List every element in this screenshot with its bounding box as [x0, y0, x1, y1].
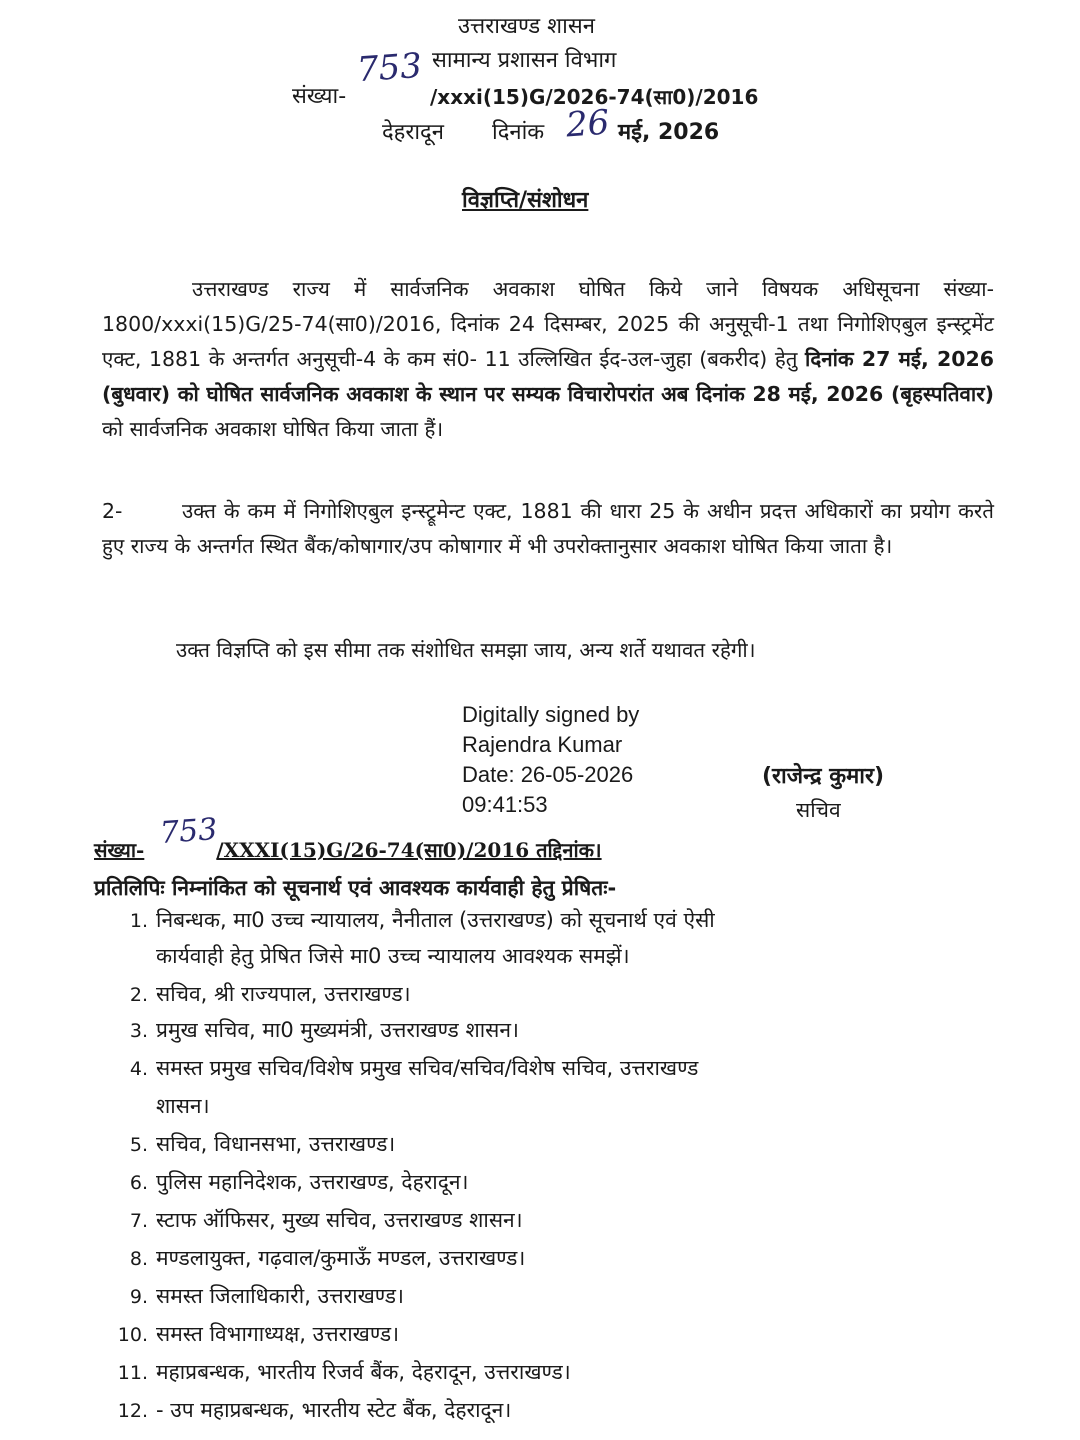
- list-item: [96, 1396, 976, 1424]
- list-item-continuation: कार्यवाही हेतु प्रेषित जिसे मा0 उच्च न्यायालय आवश्यक समझें।: [156, 944, 630, 968]
- list-item: [96, 1016, 976, 1044]
- list-item: [96, 1282, 976, 1310]
- list-item: [96, 1168, 976, 1196]
- list-item-text: समस्त जिलाधिकारी, उत्तराखण्ड।: [156, 1284, 404, 1308]
- paragraph-1-end-text: को सार्वजनिक अवकाश घोषित किया जाता हैं।: [102, 417, 444, 441]
- digital-signature-block: [462, 700, 639, 820]
- list-item-number: 1.: [129, 910, 148, 932]
- reference-number: [292, 80, 346, 110]
- list-item-number: 2.: [129, 984, 148, 1006]
- list-item-number: 10.: [117, 1324, 148, 1346]
- list-item-text: सचिव, श्री राज्यपाल, उत्तराखण्ड।: [156, 982, 411, 1006]
- paragraph-2-text: उक्त के कम में निगोशिएबुल इन्स्ट्रूमेन्ट एक्ट, 1881 की धारा 25 के अधीन प्रदत्त अधिकारों का प्रयोग करते हुए राज्य के अन्तर्गत स्थित बैंक/कोषागार/उप कोषागार में भी उपरोक्तानुसार अवकाश घोषित किया जाता है।: [102, 499, 994, 558]
- list-item-text: - उप महाप्रबन्धक, भारतीय स्टेट बैंक, देहरादून।: [156, 1398, 512, 1422]
- paragraph-2: [102, 494, 994, 564]
- handwritten-copy-number: 753: [158, 812, 219, 851]
- paragraph-2-number: 2-: [102, 499, 123, 523]
- handwritten-date: 26: [564, 102, 611, 146]
- paragraph-1-bold-text: दिनांक 27 मई, 2026 (बुधवार) को घोषित सार्वजनिक अवकाश के स्थान पर सम्यक विचारोपरांत अब दिनांक 28 मई, 2026 (बृहस्पतिवार): [102, 347, 994, 406]
- list-item-text: महाप्रबन्धक, भारतीय रिजर्व बैंक, देहरादून, उत्तराखण्ड।: [156, 1360, 571, 1384]
- list-item-number: 4.: [129, 1058, 148, 1080]
- list-item: [96, 906, 976, 934]
- list-item: [96, 1130, 976, 1158]
- list-item-text: समस्त विभागाध्यक्ष, उत्तराखण्ड।: [156, 1322, 400, 1346]
- department-subheading: सामान्य प्रशासन विभाग: [432, 48, 617, 73]
- list-item-number: 9.: [129, 1286, 148, 1308]
- list-item-number: 7.: [129, 1210, 148, 1232]
- department-heading: उत्तराखण्ड शासन: [458, 14, 595, 39]
- issue-place: देहरादून: [382, 120, 444, 145]
- copy-reference-prefix: संख्या-: [94, 838, 145, 862]
- issue-date-suffix: मई, 2026: [618, 120, 720, 145]
- copy-intro: प्रतिलिपिः निम्नांकित को सूचनार्थ एवं आवश्यक कार्यवाही हेतु प्रेषितः-: [94, 876, 617, 900]
- list-item: [96, 1320, 976, 1348]
- handwritten-reference-number: 753: [355, 45, 424, 91]
- paragraph-3: उक्त विज्ञप्ति को इस सीमा तक संशोधित समझा जाय, अन्य शर्ते यथावत रहेगी।: [176, 638, 756, 662]
- list-item-text: सचिव, विधानसभा, उत्तराखण्ड।: [156, 1132, 396, 1156]
- list-item: [96, 1206, 976, 1234]
- list-item-text: स्टाफ ऑफिसर, मुख्य सचिव, उत्तराखण्ड शासन।: [156, 1208, 523, 1232]
- list-item-text: निबन्धक, मा0 उच्च न्यायालय, नैनीताल (उत्तराखण्ड) को सूचनार्थ एवं ऐसी: [156, 908, 715, 932]
- paragraph-1: [102, 272, 994, 447]
- list-item: [96, 1054, 976, 1082]
- list-item-continuation: शासन।: [156, 1094, 210, 1118]
- list-item: [96, 1358, 976, 1386]
- paragraph-1-text: उत्तराखण्ड राज्य में सार्वजनिक अवकाश घोषित किये जाने विषयक अधिसूचना संख्या- 1800/xxxi(15)G/25-74(सा0)/2016, दिनांक 24 दिसम्बर, 2025 की अनुसूची-1 तथा निगोशिएबुल इन्स्ट्रमेंट एक्ट, 1881 के अन्तर्गत अनुसूची-4 के कम सं0- 11 उल्लिखित ईद-उल-जुहा (बकरीद) हेतु: [102, 277, 994, 371]
- document-title: विज्ञप्ति/संशोधन: [462, 188, 589, 213]
- signatory-name: (राजेन्द्र कुमार): [762, 764, 885, 789]
- list-item-text: मण्डलायुक्त, गढ़वाल/कुमाऊँ मण्डल, उत्तराखण्ड।: [156, 1246, 526, 1270]
- list-item-text: समस्त प्रमुख सचिव/विशेष प्रमुख सचिव/सचिव/विशेष सचिव, उत्तराखण्ड: [156, 1056, 699, 1080]
- list-item: [96, 980, 976, 1008]
- digital-signature-line-3: Date: 26-05-2026: [462, 762, 634, 787]
- list-item-number: 11.: [117, 1362, 148, 1384]
- digital-signature-line-4: 09:41:53: [462, 792, 548, 817]
- signatory-designation: सचिव: [796, 798, 841, 822]
- list-item-number: 5.: [129, 1134, 148, 1156]
- list-item-text: प्रमुख सचिव, मा0 मुख्यमंत्री, उत्तराखण्ड शासन।: [156, 1018, 519, 1042]
- reference-number-suffix: /xxxi(15)G/2026-74(सा0)/2016: [430, 85, 759, 109]
- list-item: [96, 1244, 976, 1272]
- digital-signature-line-2: Rajendra Kumar: [462, 732, 623, 757]
- copy-reference-suffix: /XXXI(15)G/26-74(सा0)/2016 तद्दिनांक।: [216, 838, 602, 862]
- digital-signature-line-1: Digitally signed by: [462, 702, 640, 727]
- list-item-text: पुलिस महानिदेशक, उत्तराखण्ड, देहरादून।: [156, 1170, 469, 1194]
- list-item-number: 3.: [129, 1020, 148, 1042]
- list-item-number: 12.: [117, 1400, 148, 1422]
- list-item-number: 6.: [129, 1172, 148, 1194]
- issue-date-label: दिनांक: [492, 120, 545, 145]
- list-item-number: 8.: [129, 1248, 148, 1270]
- reference-number-prefix: संख्या-: [292, 84, 347, 109]
